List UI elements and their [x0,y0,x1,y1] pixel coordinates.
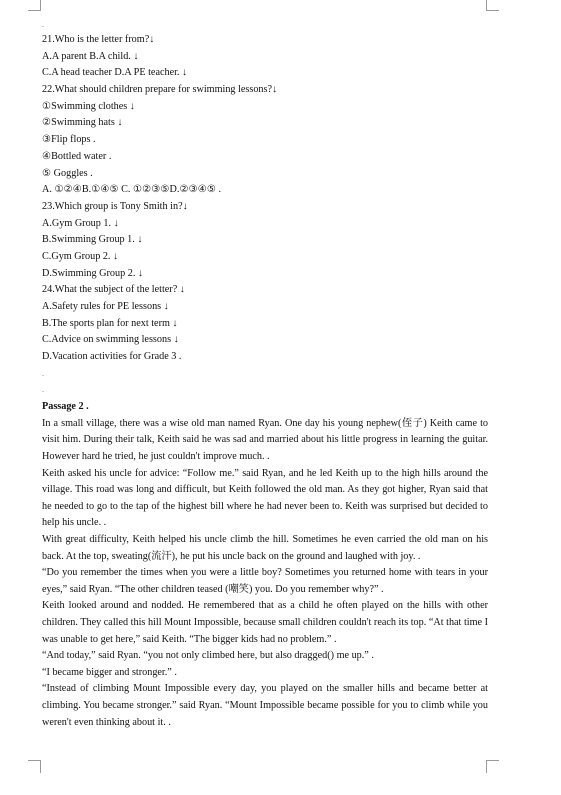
question-option: C.A head teacher D.A PE teacher. ↓ [42,67,188,79]
question-stem: 21.Who is the letter from?↓ [42,34,155,45]
crop-mark-top-left [28,0,41,11]
passage-paragraph: With great difficulty, Keith helped his uncle climb the hill. Sometimes he even carried the old man on his back. At the top, sweating(流汗), he put his uncle back on the ground and laughed with joy. . [42,533,488,562]
question-option: D.Vacation activities for Grade 3 . [42,351,182,363]
question-option: A.A parent B.A child. ↓ [42,50,139,62]
document-content [42,18,488,731]
passage-paragraph: Keith looked around and nodded. He remembered that as a child he often played on the hills with other children. They called this hill Mount Impossible, because small children couldn't reach its top. “At that time I was unable to get here,” said Keith. “The bigger kids had no problem.” . [42,600,488,645]
question-24 [42,282,488,365]
passage-2 [42,399,488,731]
question-option: A.Gym Group 1. ↓ [42,217,119,229]
question-option: D.Swimming Group 2. ↓ [42,267,144,279]
crop-mark-top-right [486,0,499,11]
passage-paragraph: “Do you remember the times when you were a little boy? Sometimes you returned home with tears in your eyes,” said Ryan. “The other children teased (嘲笑) you. Do you remember why?” . [42,567,488,595]
passage-title: Passage 2 . [42,401,89,413]
question-option: A. ①②④B.①④⑤ C. ①②③⑤D.②③④⑤ . [42,184,222,196]
question-option: A.Safety rules for PE lessons ↓ [42,301,169,312]
question-option: ⑤ Goggles . [42,167,93,179]
paragraph-mark: . [42,368,44,378]
question-option: ③Flip flops . [42,134,96,146]
passage-paragraph: In a small village, there was a wise old man named Ryan. One day his young nephew(侄子) Keith came to visit him. During their talk, Keith said he was sad and married about his little progress in learning the guitar. However hard he tried, he just couldn't improve much. . [42,417,488,462]
question-option: ①Swimming clothes ↓ [42,100,135,112]
passage-paragraph: “Instead of climbing Mount Impossible every day, you played on the smaller hills and became better at climbing. You became stronger.” said Ryan. “Mount Impossible became possible for you to climb while you weren't even thinking about it. . [42,683,488,728]
question-option: C.Gym Group 2. ↓ [42,250,119,262]
question-option: B.Swimming Group 1. ↓ [42,234,143,246]
question-option: C.Advice on swimming lessons ↓ [42,334,179,346]
crop-mark-bottom-right [486,760,499,773]
question-23 [42,199,488,282]
paragraph-mark: . [42,385,44,395]
question-22 [42,82,488,199]
question-stem: 24.What the subject of the letter? ↓ [42,284,185,296]
question-21 [42,32,488,82]
crop-mark-bottom-left [28,760,41,773]
passage-paragraph: Keith asked his uncle for advice: “Follow me.” said Ryan, and he led Keith up to the high hills around the village. This road was long and difficult, but Keith followed the old man. As they got higher, Ryan said that he needed to go to the tap of the highest bill where he had never been to. Keith was surprised but decided to help his uncle. . [42,467,488,529]
question-stem: 23.Which group is Tony Smith in?↓ [42,200,188,212]
question-stem: 22.What should children prepare for swimming lessons?↓ [42,84,278,96]
paragraph-mark: . [42,20,44,29]
passage-paragraph: “I became bigger and stronger.” . [42,666,177,678]
question-option: ④Bottled water . [42,150,112,162]
question-option: ②Swimming hats ↓ [42,117,123,129]
question-option: B.The sports plan for next term ↓ [42,317,178,329]
passage-paragraph: “And today,” said Ryan. “you not only climbed here, but also dragged() me up.” . [42,650,374,662]
